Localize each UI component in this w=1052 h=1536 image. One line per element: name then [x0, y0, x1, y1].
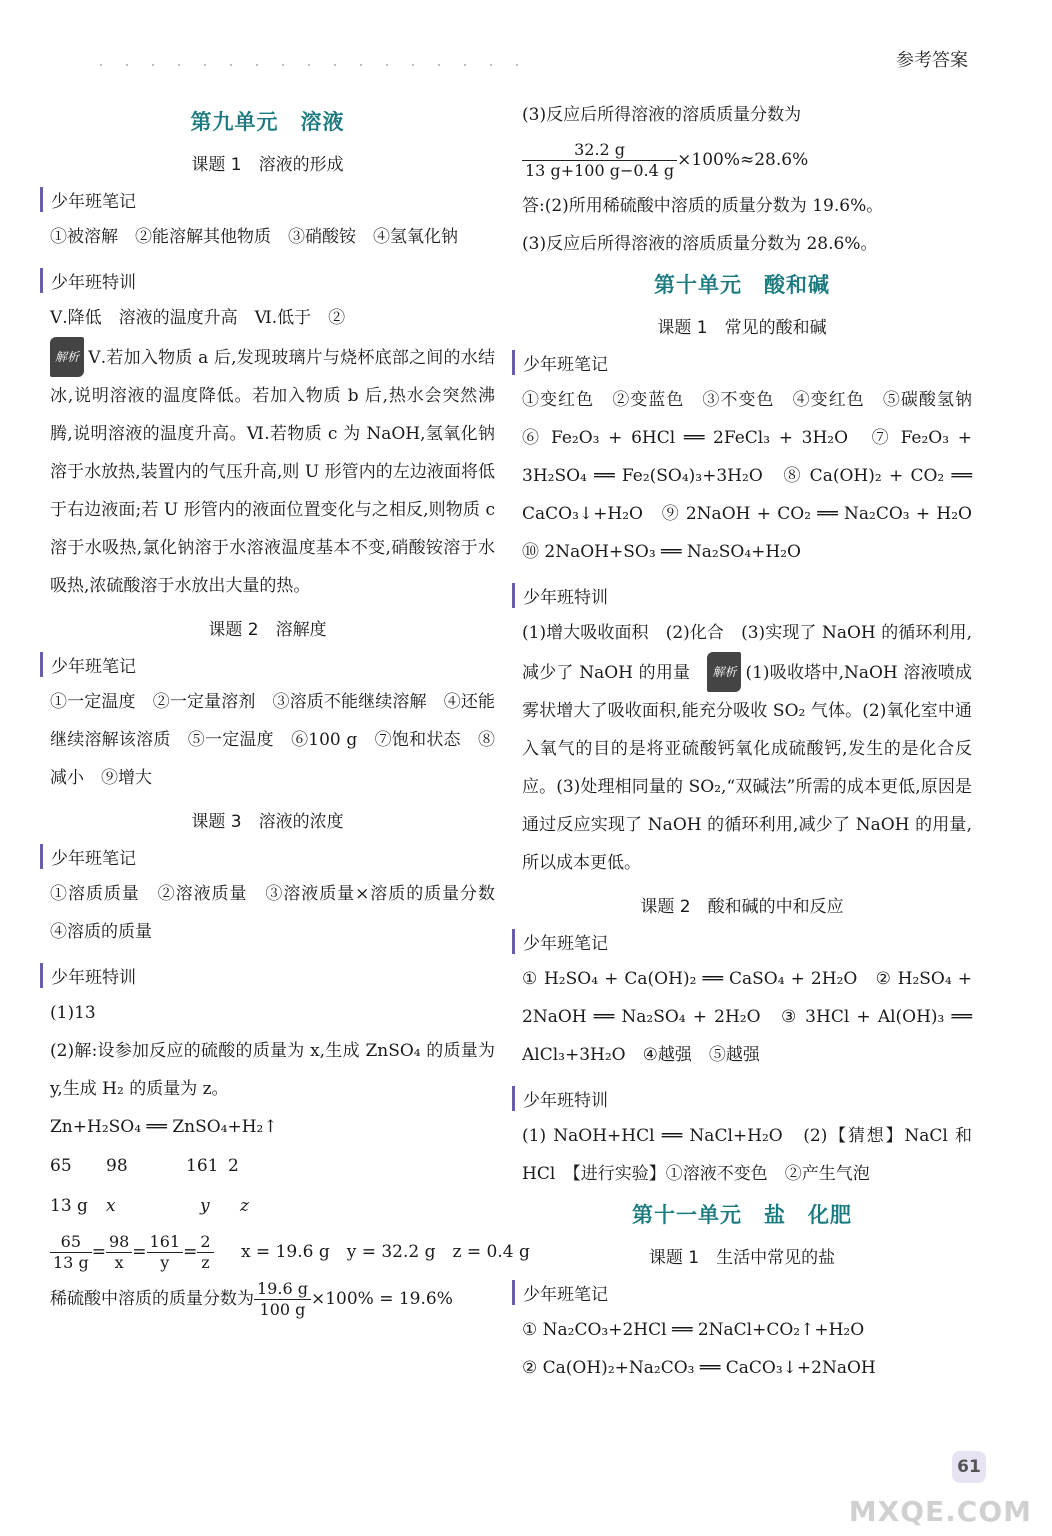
answer-text: ① Na₂CO₃+2HCl ══ 2NaCl+CO₂↑+H₂O — [522, 1320, 865, 1340]
fraction: $\frac{32.2 g}{13 g+100 g-0.4 g}$ — [522, 140, 677, 181]
section-label: 少年班笔记 — [512, 929, 972, 954]
section-label: 少年班特训 — [40, 268, 495, 293]
answer-text: (3)反应后所得溶液的溶质质量分数为 — [522, 105, 802, 125]
fraction: $\frac{65}{13 g}$ — [50, 1232, 92, 1273]
unit10-title: 第十单元 酸和碱 — [654, 273, 830, 297]
right-column — [512, 100, 989, 1387]
answer-text: (2)解:设参加反应的硫酸的质量为 x,生成 ZnSO₄ 的质量为 y,生成 H₂ 的质量为 z。 — [50, 1041, 495, 1099]
analysis-badge: 解析 — [50, 337, 84, 377]
given-cell: z — [240, 1196, 249, 1216]
given-cell: y — [200, 1196, 210, 1216]
answer-text: (1)13 — [50, 1003, 96, 1023]
section-label: 少年班特训 — [40, 963, 495, 988]
unit9-title: 第九单元 溶液 — [190, 110, 345, 134]
header-decoration — [100, 64, 540, 66]
unit11-title: 第十一单元 盐 化肥 — [632, 1203, 852, 1227]
fraction: $\frac{161}{y}$ — [147, 1232, 184, 1273]
unit10-topic2-title: 课题 2 酸和碱的中和反应 — [640, 897, 844, 917]
answer-text: ② Ca(OH)₂+Na₂CO₃ ══ CaCO₃↓+2NaOH — [522, 1358, 876, 1378]
answer-text: ①一定温度 ②一定量溶剂 ③溶质不能继续溶解 ④还能继续溶解该溶质 ⑤一定温度 ⑥100 g ⑦饱和状态 ⑧减小 ⑨增大 — [50, 692, 495, 788]
answer-text: ①变红色 ②变蓝色 ③不变色 ④变红色 ⑤碳酸氢钠 ⑥ Fe₂O₃ + 6HCl ══ 2FeCl₃ + 3H₂O ⑦ Fe₂O₃ + 3H₂SO₄ ══ Fe₂(SO₄)₃+3H₂O ⑧ Ca(OH)₂ + CO₂ ══ CaCO₃↓+H₂O ⑨ 2NaOH + CO₂ ══ Na₂CO₃ + H₂O ⑩ 2NaOH+SO₃ ══ Na₂SO₄+H₂O — [522, 390, 989, 562]
page-number: 61 — [952, 1451, 986, 1483]
fraction: $\frac{19.6 g}{100 g}$ — [254, 1279, 311, 1320]
section-label: 少年班笔记 — [512, 350, 972, 375]
mass-cell: 161 — [186, 1156, 219, 1176]
watermark: MXQE.COM — [848, 1495, 1032, 1528]
fraction: $\frac{98}{x}$ — [106, 1232, 132, 1273]
answer-text: Ⅴ.降低 溶液的温度升高 Ⅵ.低于 ② — [50, 308, 346, 328]
section-label: 少年班特训 — [512, 1086, 972, 1111]
analysis-paragraph — [50, 337, 495, 605]
answer-text: (1) NaOH+HCl ══ NaCl+H₂O (2)【猜想】NaCl 和 HCl 【进行实验】①溶液不变色 ②产生气泡 — [522, 1126, 972, 1184]
section-label: 少年班笔记 — [40, 652, 495, 677]
answer-text: ① H₂SO₄ + Ca(OH)₂ ══ CaSO₄ + 2H₂O ② H₂SO₄ + 2NaOH ══ Na₂SO₄ + 2H₂O ③ 3HCl + Al(OH)₃ ══ AlCl₃+3H₂O ④越强 ⑤越强 — [522, 969, 972, 1065]
mass-cell: 65 — [50, 1156, 72, 1176]
given-cell: 13 g — [50, 1196, 88, 1216]
final-calc: 稀硫酸中溶质的质量分数为 $\frac{19.6 g}{100 g}$ ×100% = 19.6% — [50, 1279, 453, 1319]
analysis-text: Ⅴ.若加入物质 a 后,发现玻璃片与烧杯底部之间的水结冰,说明溶液的温度降低。若加入物质 b 后,热水会突然沸腾,说明溶液的温度升高。Ⅵ.若物质 c 为 NaOH,氢氧化钠溶于水放热,装置内的气压升高,则 U 形管内的左边液面将低于右边液面;若 U 形管内的液面位置变化与之相反,则物质 c 溶于水吸热,氯化钠溶于水溶液温度基本不变,硝酸铵溶于水吸热,浓硫酸溶于水放出大量的热。 — [50, 348, 495, 596]
unit9-topic1-title: 课题 1 溶液的形成 — [191, 155, 344, 175]
ratio-equation: $\frac{65}{13 g}$ = $\frac{98}{x}$ = $\frac{161}{y}$ = $\frac{2}{z}$ x = 19.6 g y = 32.2 g z = 0.4 g — [50, 1232, 495, 1273]
mass-cell: 2 — [228, 1156, 239, 1176]
analysis-badge: 解析 — [707, 652, 741, 692]
mass-row — [50, 1146, 495, 1186]
chemical-equation: Zn+H₂SO₄ ══ ZnSO₄+H₂↑ — [50, 1117, 278, 1137]
section-label: 少年班笔记 — [40, 844, 495, 869]
answer-text: (3)反应后所得溶液的溶质质量分数为 28.6%。 — [522, 234, 878, 254]
answer-text: ①溶质质量 ②溶液质量 ③溶液质量×溶质的质量分数 ④溶质的质量 — [50, 884, 512, 942]
given-row — [50, 1186, 495, 1226]
ratio-results: x = 19.6 g y = 32.2 g z = 0.4 g — [240, 1242, 530, 1262]
section-label: 少年班笔记 — [40, 187, 495, 212]
answer-text: 答:(2)所用稀硫酸中溶质的质量分数为 19.6%。 — [522, 196, 884, 216]
unit9-topic3-title: 课题 3 溶液的浓度 — [191, 812, 344, 832]
left-column — [40, 100, 530, 1326]
unit9-topic2-title: 课题 2 溶解度 — [208, 620, 327, 640]
header-label: 参考答案 — [896, 50, 968, 71]
fraction: $\frac{2}{z}$ — [197, 1232, 213, 1273]
section-label: 少年班笔记 — [512, 1280, 972, 1305]
unit10-topic1-title: 课题 1 常见的酸和碱 — [657, 318, 827, 338]
given-cell: x — [106, 1196, 116, 1216]
section-label: 少年班特训 — [512, 583, 972, 608]
unit11-topic1-title: 课题 1 生活中常见的盐 — [648, 1248, 836, 1268]
mass-cell: 98 — [106, 1156, 128, 1176]
answer-text: ①被溶解 ②能溶解其他物质 ③硝酸铵 ④氢氧化钠 — [50, 227, 458, 247]
percent-calc: $\frac{32.2 g}{13 g+100 g-0.4 g}$ ×100%≈28.6% — [522, 140, 972, 181]
analysis-paragraph: (1)增大吸收面积 (2)化合 (3)实现了 NaOH 的循环利用,减少了 NaOH 的用量 解析 (1)吸收塔中,NaOH 溶液喷成雾状增大了吸收面积,能充分吸收 SO₂ 气体。(2)氧化室中通入氧气的目的是将亚硫酸钙氧化成硫酸钙,发生的是化合反应。(3)处理相同量的 SO₂,“双碱法”所需的成本更低,原因是通过反应实现了 NaOH 的循环利用,减少了 NaOH 的用量,所以成本更低。 — [522, 623, 972, 873]
